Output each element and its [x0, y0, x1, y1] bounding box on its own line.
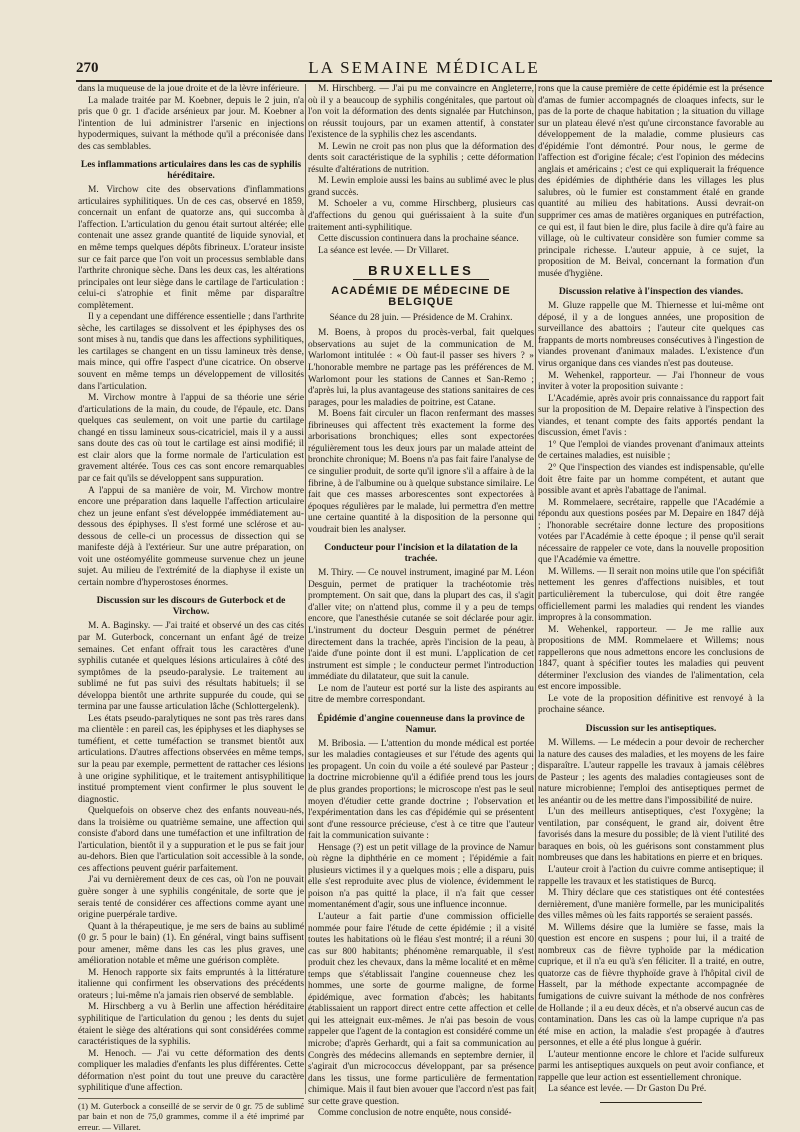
paragraph: Quelquefois on observe chez des enfants nouveau-nés, dans la troisième ou quatrième semaine, une affection qui consiste d'abord dans une tuméfaction et une infiltration de l'articulation, bientôt il y a suppuration et le pus se fait jour au-dehors. Bien que l'articulation soit accessible à la sonde, ces affections peuvent guérir parfaitement.	[78, 806, 304, 874]
footnote: (1) M. Guterbock a conseillé de se servir de 0 gr. 75 de sublimé par bain et non de 75,0 grammes, comme il a été imprimé par erreur. — Villaret.	[78, 1098, 304, 1132]
paragraph: Cette discussion continuera dans la prochaine séance.	[318, 234, 519, 245]
column-divider	[535, 84, 536, 1094]
paragraph: M. A. Baginsky. — J'ai traité et observé un des cas cités par M. Guterbock, concernant un enfant âgé de treize semaines. Cet enfant offrait tous les caractères d'une syphilis cutanée et quelques lésions articulaires à côté des symptômes de la pseudo-paralysie. Le traitement au sublimé ne fut pas suivi des résultats habituels; il se développa bientôt une arthrite suppurée du coude, qui se termina par une fausse articulation lâche (Schlottergelenk).	[78, 621, 304, 713]
paragraph: M. Wehenkel, rapporteur. — Je me rallie aux propositions de MM. Rommelaere et Willems; nous rappellerons que nous admettons encore les conclusions de 1847, quant à spécifier toutes les maladies qui peuvent déterminer l'exclusion des viandes de l'alimentation, cela est encore impossible.	[538, 624, 764, 693]
paragraph: La séance est levée. — Dr Villaret.	[318, 245, 449, 256]
paragraph: L'un des meilleurs antiseptiques, c'est l'oxygène; la ventilation, par conséquent, le grand air, doivent être favorisés dans la mesure du possible; de là vient l'utilité des baraques en bois, où les guérisons sont constamment plus nombreuses que dans les habitations en pierre et en briques.	[538, 807, 764, 864]
column-left	[78, 84, 304, 1132]
city-banner: BRUXELLES	[368, 263, 474, 279]
paragraph: M. Boens, à propos du procès-verbal, fait quelques observations au sujet de la communication de M. Warlomont intitulée : « Où faut-il passer ses hivers ? » L'honorable membre ne partage pas les préférences de M. Warlomont pour les stations de Cannes et San-Remo ; d'après lui, la plus avantageuse des stations sanitaires de ces parages, pour les maladies de poitrine, est Catane.	[308, 328, 534, 408]
paragraph: M. Thiry. — Ce nouvel instrument, imaginé par M. Léon Desguin, permet de pratiquer la trachéotomie très promptement. On sait que, dans la plupart des cas, il s'agit d'aller vite; on n'attend plus, comme il y a peu de temps encore, que l'anesthésie cutanée se soit déclarée pour agir. L'instrument du docteur Desguin permet de pénétrer directement dans la trachée, après l'incision de la peau, à l'aide d'une pointe dont il est muni. L'application de cet instrument est simple ; le conducteur permet l'introduction immédiate du dilatateur, que suit la canule.	[308, 568, 534, 683]
paragraph: Les états pseudo-paralytiques ne sont pas très rares dans ma clientèle : en pareil cas, les épiphyses et les diaphyses se tuméfient, et cette tuméfaction se transmet bientôt aux articulations. D'autres affections observées en même temps, sur la peau par exemple, permettent de rattacher ces lésions à une origine syphilitique, et le traitement antisyphilitique institué promptement vient confirmer le plus souvent le diagnostic.	[78, 713, 304, 805]
paragraph: M. Henoch. — J'ai vu cette déformation des dents compliquer les maladies d'enfants les plus différentes. Cette déformation n'est point du tout une preuve du caractère syphilitique d'une affection.	[78, 1048, 304, 1094]
paragraph: L'auteur mentionne encore le chlore et l'acide sulfureux parmi les antiseptiques auxquels on peut avoir confiance, et rappelle que leur action est essentiellement chronique.	[538, 1049, 764, 1083]
paragraph: M. Henoch rapporte six faits empruntés à la littérature italienne qui confirment les observations des précédents orateurs ; lui-même n'a jamais rien observé de semblable.	[78, 967, 304, 1001]
session-line: Séance du 28 juin. — Présidence de M. Crahinx.	[329, 312, 513, 323]
paragraph: M. Willems désire que la lumière se fasse, mais la question est encore en suspens ; pour lui, il a traité de nombreux cas de fièvre typhoïde par la médication cuprique, et il n'a eu qu'à s'en féliciter. Il a traité, en outre, quatorze cas de fièvre thyphoïde grave à l'hôpital civil de Hasselt, par la méthode expectante accompagnée de fumigations de cuivre suivant la méthode de nos confrères de Hollande ; il a eu deux décès, et n'a observé aucun cas de contamination. Dans les cas où la lampe cuprique n'a pas été mise en action, la maladie s'est propagée à d'autres personnes, et elle a été plus longue à guérir.	[538, 922, 764, 1049]
paragraph: M. Boens fait circuler un flacon renfermant des masses fibrineuses qui affectent très exactement la forme des arborisations bronchiques; elles sont expectorées régulièrement tous les deux jours par un malade atteint de bronchite chronique; M. Boens n'a pas fait faire l'analyse de ce singulier produit, de sorte qu'il ignore s'il a affaire à de la fibrine, à de l'albumine ou à quelque substance similaire. Le fait que ces masses arborescentes sont expectorées à époques régulières par le malade, lui permettra d'en mettre une certaine quantité à la disposition de la personne qui voudrait bien les analyser.	[308, 409, 534, 535]
end-rule	[600, 1102, 702, 1103]
section-heading: Épidémie d'angine couenneuse dans la province de Namur.	[317, 712, 525, 735]
header-rule	[76, 80, 772, 82]
paragraph: Le vote de la proposition définitive est renvoyé à la prochaine séance.	[538, 693, 764, 716]
paragraph: Comme conclusion de notre enquête, nous considé-	[318, 1108, 512, 1119]
paragraph: M. Willems. — Il serait non moins utile que l'on spécifiât nettement les genres d'affections nuisibles, et tout particulièrement la tuberculose, qui doit être rangée officiellement parmi les maladies qui rendent les viandes impropres à la consommation.	[538, 566, 764, 624]
paragraph: M. Willems. — Le médecin a pour devoir de rechercher la nature des causes des maladies, et les moyens de les faire disparaître. L'auteur rappelle les travaux à jamais célèbres de Pasteur ; les agents des maladies contagieuses sont de nature microbienne; l'emploi des antiseptiques permet de les anéantir ou de les mettre dans l'impossibilité de nuire.	[538, 737, 764, 806]
paragraph: Hensage (?) est un petit village de la province de Namur où règne la diphthérie en ce moment ; l'épidémie a fait plusieurs victimes il y a quelques mois ; elle a disparu, puis elle s'est reproduite avec plus de violence, évidemment le poison n'a pas quitté la place, il n'a fait que cesser momentanément d'agir, sous une influence inconnue.	[308, 842, 534, 911]
page-number: 270	[76, 60, 99, 76]
paragraph: Quant à la thérapeutique, je me sers de bains au sublimé (0 gr. 5 pour le bain) (1). En général, vingt bains suffisent pour amener, même dans les cas les plus graves, une amélioration notable et même une guérison complète.	[78, 921, 304, 967]
paragraph: M. Lewin emploie aussi les bains au sublimé avec le plus grand succès.	[308, 176, 534, 198]
paragraph: Il y a cependant une différence essentielle ; dans l'arthrite sèche, les cartilages se dissolvent et les épiphyses des os sont mises à nu, tandis que dans les affections syphilitiques, les cartilages se changent en un tissu lamineux très dense, mais mince, qui offre l'aspect d'une cicatrice. On observe souvent en même temps un développement de villosités dans l'articulation.	[78, 312, 304, 392]
paragraph: M. Wehenkel, rapporteur. — J'ai l'honneur de vous inviter à voter la proposition suivante :	[538, 370, 764, 393]
paragraph: 2° Que l'inspection des viandes est indispensable, qu'elle doit être faite par un homme compétent, et autant que possible avant et après l'abattage de l'animal.	[538, 462, 764, 497]
journal-title: LA SEMAINE MÉDICALE	[308, 58, 540, 77]
column-right	[538, 84, 764, 1094]
column-middle	[308, 84, 534, 1119]
paragraph: L'auteur croit à l'action du cuivre comme antiseptique; il rappelle les travaux et les statistiques de Burcq.	[538, 865, 764, 887]
page-header	[76, 58, 772, 80]
section-heading: Conducteur pour l'incision et la dilatation de la trachée.	[324, 542, 518, 565]
paragraph: M. Schoeler a vu, comme Hirschberg, plusieurs cas d'affections du genou qui guérissaient à la suite d'un traitement anti-syphilitique.	[308, 199, 534, 233]
paragraph: Le nom de l'auteur est porté sur la liste des aspirants au titre de membre correspondant.	[308, 683, 534, 706]
paragraph: M. Hirschberg a vu à Berlin une affection héréditaire syphilitique de l'articulation du genou ; les dents du sujet étaient le siège des altérations qui sont considérées comme caractéristiques de la syphilis.	[78, 1002, 304, 1048]
paragraph: M. Virchow cite des observations d'inflammations articulaires syphilitiques. Un de ces cas, observé en 1859, concernait un enfant de quatorze ans, qui succomba à l'affection. L'articulation du genou était surtout altérée; elle contenait une assez grande quantité de liquide synovial, et en même temps quelques dépôts fibrineux. L'orateur insiste sur ce fait parce que l'on voit un processus semblable dans l'arthrite chronique sèche. Dans les deux cas, les altérations principales ont leur siège dans le cartilage de l'articulation : celui-ci s'atrophie et finit même par disparaître complètement.	[78, 185, 304, 311]
academy-heading: ACADÉMIE DE MÉDECINE DE BELGIQUE	[331, 284, 511, 309]
paragraph: L'Académie, après avoir pris connaissance du rapport fait sur la proposition de M. Depaire relative à l'inspection des viandes, et tenant compte des faits apportés pendant la discussion, émet l'avis :	[538, 393, 764, 439]
paragraph: La malade traitée par M. Koebner, depuis le 2 juin, n'a pris que 0 gr. 1 d'acide arsénieux par jour. M. Koebner a l'intention de lui administrer l'arsenic en injections hypodermiques, suivant la méthode qu'il a préconisée dans des cas semblables.	[78, 95, 304, 152]
section-heading: Les inflammations articulaires dans les cas de syphilis héréditaire.	[80, 159, 302, 182]
paragraph: A l'appui de sa manière de voir, M. Virchow montre encore une préparation dans laquelle l'affection articulaire chez un jeune enfant s'est développée immédiatement au-dessous des épiphyses. Il s'est formé une sclérose et au-dessous de celle-ci un processus de dissection qui se manifeste déjà à l'extérieur. Sur une autre préparation, on voit une ostéomyélite gommeuse survenue chez un jeune sujet. Au milieu de l'extrémité de la diaphyse il existe un certain nombre d'hyperostoses énormes.	[78, 485, 304, 588]
paragraph: M. Virchow montre à l'appui de sa théorie une série d'articulations de la main, du coude, de l'épaule, etc. Dans quelques cas seulement, on voit une partie du cartilage changé en tissu lamineux sous-cicatriciel, mais il y a aussi sans doute des cas où tout le cartilage est ainsi modifié; il est clair alors que la forme normale de l'articulation est gravement altérée. Tous ces cas sont encore remarquables par ce fait qu'ils se développent sans suppuration.	[78, 393, 304, 484]
banner-rule	[353, 279, 489, 280]
paragraph: M. Bribosia. — L'attention du monde médical est portée sur les maladies contagieuses et sur l'étude des agents qui les propagent. Un coin du voile a été soulevé par Pasteur ; la doctrine microbienne qu'il a édifiée prend tous les jours de plus grandes proportions; le microscope n'est pas le seul moyen d'étudier cette grande doctrine ; l'observation et l'expérimentation dans les cas d'épidémie qui se présentent sont d'une ressource précieuse, c'est à ce titre que l'auteur fait la communication suivante :	[308, 738, 534, 842]
paragraph: M. Lewin ne croit pas non plus que la déformation des dents soit caractéristique de la syphilis ; cette déformation résulte d'altérations de nutrition.	[308, 141, 534, 175]
signature-line: La séance est levée. — Dr Gaston Du Pré.	[548, 1084, 707, 1095]
column-divider	[305, 84, 306, 1094]
paragraph: M. Gluze rappelle que M. Thiernesse et lui-même ont déposé, il y a de longues années, une proposition de surveillance des abattoirs ; l'auteur cite quelques cas frappants de morts nombreuses consécutives à l'ingestion de viandes provenant d'animaux malades. L'existence d'un virus organique dans ces viandes n'est pas douteuse.	[538, 301, 764, 370]
paragraph: M. Thiry déclare que ces statistiques ont été contestées dernièrement, d'une manière formelle, par les municipalités des villes mêmes où les faits rapportés se seraient passés.	[538, 888, 764, 922]
section-heading: Discussion sur les antiseptiques.	[585, 722, 717, 734]
paragraph: J'ai vu dernièrement deux de ces cas, où l'on ne pouvait guère songer à une syphilis congénitale, de sorte que je serais tenté de considérer ces affections comme ayant une origine puerpérale tardive.	[78, 875, 304, 921]
paragraph: dans la muqueuse de la joue droite et de la lèvre inférieure.	[78, 84, 300, 94]
section-heading: Discussion sur les discours de Guterbock et de Virchow.	[96, 595, 286, 618]
paragraph: rons que la cause première de cette épidémie est la présence d'amas de fumier accompagnés de cloaques infects, sur le pas de la porte de chaque habitation ; la situation du village sur un plateau élevé n'est qu'une circonstance favorable au développement de la maladie, comme plusieurs cas d'épidémie l'ont démontré. Pour nous, le germe de l'affection est d'origine fécale; c'est l'opinion des médecins anglais et américains ; c'est ce qui expliquerait la fréquence des épidémies de diphthérie dans les villages les plus salubres, où le fumier est constamment étalé en grande quantité au milieu des habitations. Aussi devrait-on supprimer ces amas de matières organiques en putréfaction, ce qui est, il faut bien le dire, plus facile à dire qu'à faire au village, où le cultivateur considère son fumier comme sa principale richesse. L'auteur appuie, à ce sujet, la proposition de M. Beival, concernant la formation d'un musée d'hygiène.	[538, 84, 764, 279]
paragraph: L'auteur a fait partie d'une commission officielle nommée pour faire l'étude de cette épidémie ; il a visité toutes les habitations où le fléau s'est montré; il a réuni 30 cas sur 800 habitants; phénomène remarquable, il s'est produit chez les chevaux, dans la même localité et en même temps que s'établissait l'angine couenneuse chez les hommes, une sorte de gourme maligne, de forme épidémique, avec formation d'abcès; les habitants établissaient un rapport direct entre cette affection et celle qui les atteignait eux-mêmes. Je n'ai pas besoin de vous rappeler que l'agent de la contagion est considéré comme un microbe; d'après Gerhardt, qui a fait sa communication au Congrès des médecins allemands en septembre dernier, il s'agirait d'un micrococcus développant, par sa présence dans les tissus, une forme particulière de fermentation chimique. Mais il faut bien avouer que l'accord n'est pas fait sur cette grave question.	[308, 912, 534, 1107]
paragraph: M. Rommelaere, secrétaire, rappelle que l'Académie a répondu aux questions posées par M. Depaire en 1847 déjà ; l'honorable secrétaire donne lecture des propositions votées par l'Académie à cette époque ; il pense qu'il serait nécessaire de rappeler ce vote, dans la nouvelle proposition que l'Académie va émettre.	[538, 497, 764, 566]
paragraph: 1° Que l'emploi de viandes provenant d'animaux atteints de certaines maladies, est nuisible ;	[538, 439, 764, 462]
paragraph: M. Hirschberg. — J'ai pu me convaincre en Angleterre, où il y a beaucoup de syphilis congénitales, que partout où l'on voit la déformation des dents signalée par Hutchinson, on réussit toujours, par un examen attentif, à constater l'existence de la syphilis chez les ascendants.	[308, 84, 534, 141]
section-heading: Discussion relative à l'inspection des viandes.	[558, 286, 744, 298]
